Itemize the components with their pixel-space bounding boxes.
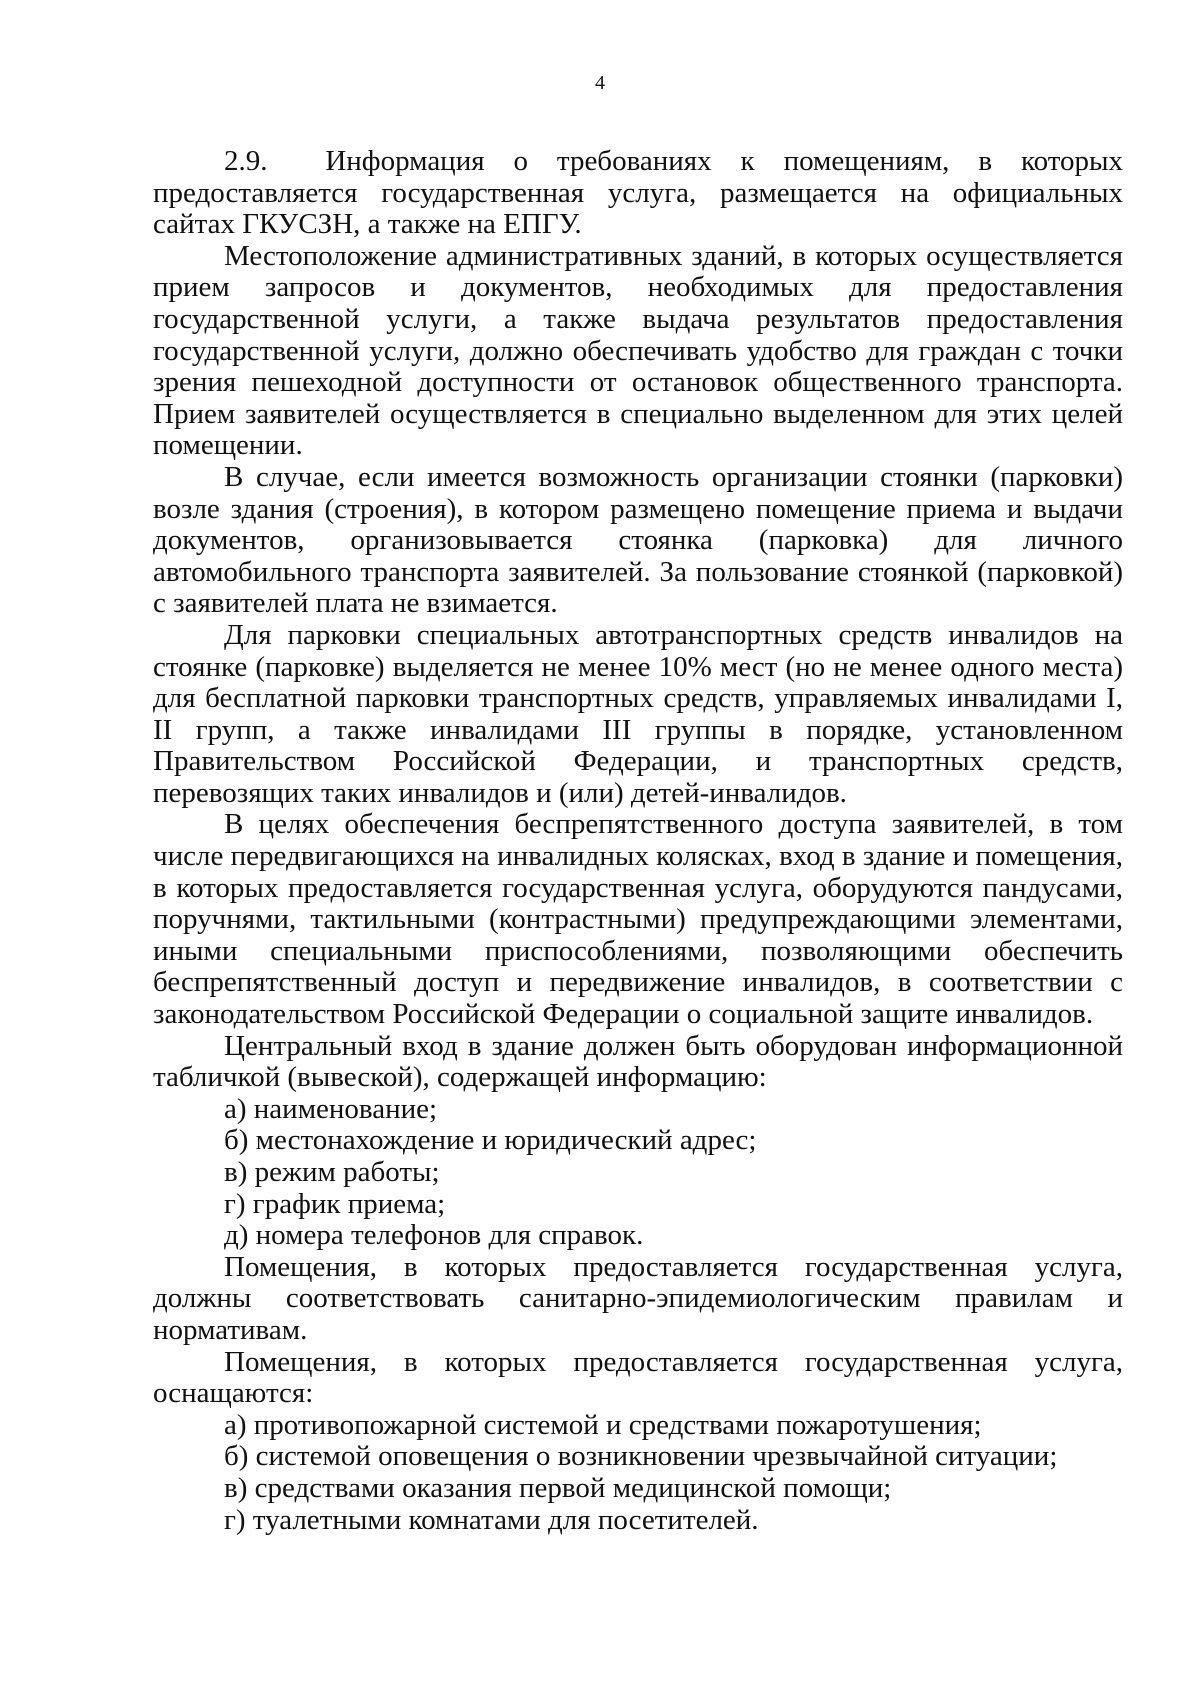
list-item: в) средствами оказания первой медицинской помощи;: [224, 1471, 892, 1504]
paragraph-sanitary: Помещения, в которых предоставляется государственная услуга, должны соответствовать санитарно-эпидемиологическим правилам и нормативам.: [153, 1250, 1123, 1346]
paragraph-building-location: Местоположение административных зданий, в которых осуществляется прием запросов и документов, необходимых для предоставления государственной услуги, а также выдача результатов предоставления государственной услуги, должно обеспечивать удобство для граждан с точки зрения пешеходной доступности от остановок общественного транспорта. Прием заявителей осуществляется в специально выделенном для этих целей помещении.: [153, 239, 1123, 462]
list-item: б) местонахождение и юридический адрес;: [224, 1124, 757, 1157]
paragraph-equipment-intro: Помещения, в которых предоставляется государственная услуга, оснащаются:: [153, 1345, 1123, 1410]
page-number: 4: [595, 72, 605, 94]
list-item: а) наименование;: [224, 1092, 438, 1125]
list-item: д) номера телефонов для справок.: [224, 1219, 644, 1252]
paragraph-premises-info: 2.9. Информация о требованиях к помещениям, в которых предоставляется государственная услуга, размещается на официальных сайтах ГКУСЗН, а также на ЕПГУ.: [153, 145, 1123, 241]
list-item: г) график приема;: [224, 1187, 446, 1220]
paragraph-disabled-parking: Для парковки специальных автотранспортных средств инвалидов на стоянке (парковке) выделяется не менее 10% мест (но не менее одного места) для бесплатной парковки транспортных средств, управляемых инвалидами I, II групп, а также инвалидами III группы в порядке, установленном Правительством Российской Федерации, и транспортных средств, перевозящих таких инвалидов и (или) детей-инвалидов.: [153, 618, 1123, 809]
list-item: б) системой оповещения о возникновении чрезвычайной ситуации;: [224, 1440, 1058, 1473]
document-body: [153, 146, 1123, 1536]
paragraph-parking: В случае, если имеется возможность организации стоянки (парковки) возле здания (строения), в котором размещено помещение приема и выдачи документов, организовывается стоянка (парковка) для личного автомобильного транспорта заявителей. За пользование стоянкой (парковкой) с заявителей плата не взимается.: [153, 460, 1123, 620]
paragraph-accessibility: В целях обеспечения беспрепятственного доступа заявителей, в том числе передвигающихся на инвалидных колясках, вход в здание и помещения, в которых предоставляется государственная услуга, оборудуются пандусами, поручнями, тактильными (контрастными) предупреждающими элементами, иными специальными приспособлениями, позволяющими обеспечить беспрепятственный доступ и передвижение инвалидов, в соответствии с законодательством Российской Федерации о социальной защите инвалидов.: [153, 808, 1123, 1031]
list-item: в) режим работы;: [224, 1156, 440, 1188]
paragraph-entrance-sign: Центральный вход в здание должен быть оборудован информационной табличкой (вывеской), содержащей информацию:: [153, 1029, 1123, 1094]
list-item: а) противопожарной системой и средствами пожаротушения;: [224, 1408, 982, 1441]
list-item: г) туалетными комнатами для посетителей.: [224, 1503, 759, 1536]
